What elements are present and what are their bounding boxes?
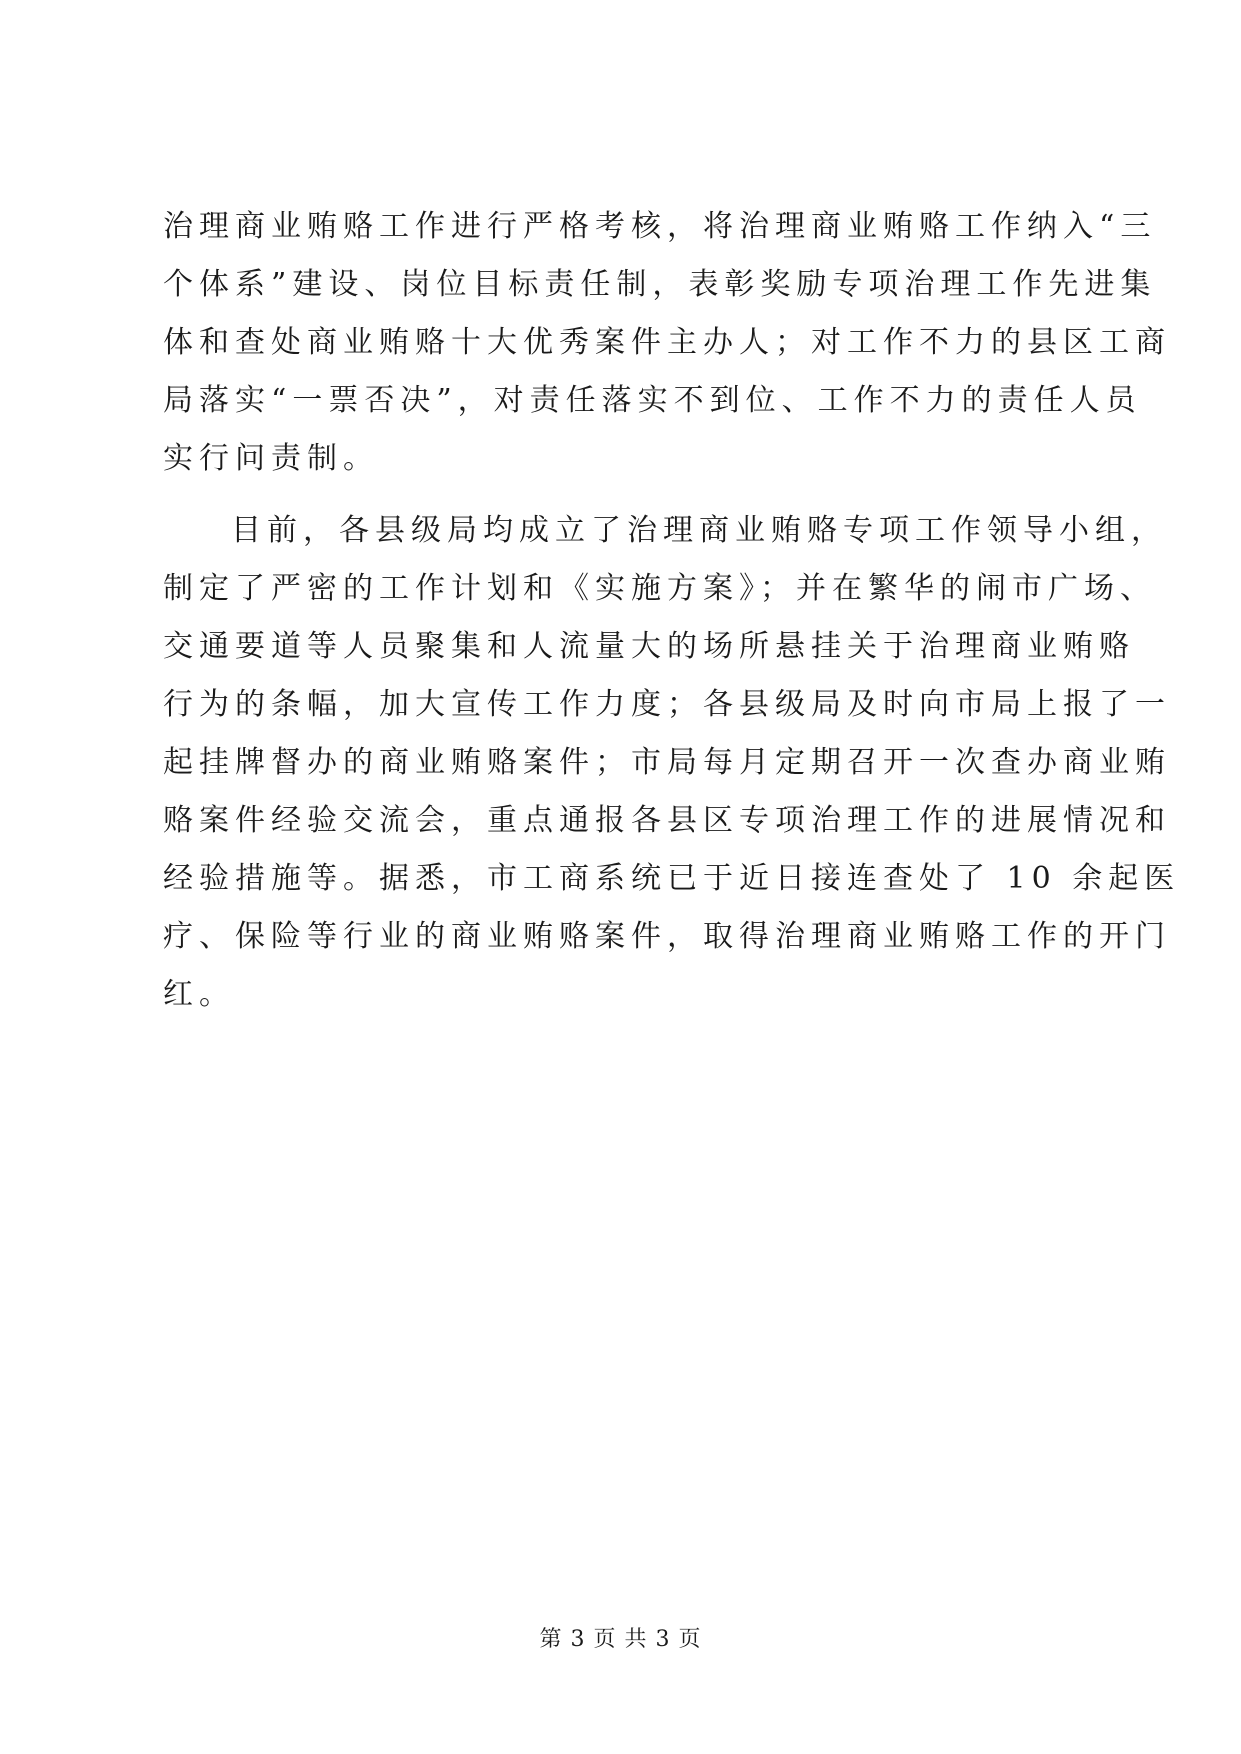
- text-line: 行为的条幅，加大宣传工作力度；各县级局及时向市局上报了一: [163, 687, 1171, 722]
- text-line: 赂案件经验交流会，重点通报各县区专项治理工作的进展情况和: [163, 803, 1171, 838]
- document-body: [163, 198, 1181, 1024]
- text-line: 个体系”建设、岗位目标责任制，表彰奖励专项治理工作先进集: [163, 267, 1157, 302]
- text-line: 疗、保险等行业的商业贿赂案件，取得治理商业贿赂工作的开门: [163, 919, 1171, 954]
- paragraph-2: [163, 502, 1181, 1024]
- page-number-footer: 第 3 页 共 3 页: [539, 1627, 702, 1652]
- text-line: 局落实“一票否决”，对责任落实不到位、工作不力的责任人员: [163, 383, 1142, 418]
- text-line: 制定了严密的工作计划和《实施方案》；并在繁华的闹市广场、: [163, 571, 1156, 606]
- text-line: 体和查处商业贿赂十大优秀案件主办人；对工作不力的县区工商: [163, 325, 1171, 360]
- paragraph-spacer: [163, 488, 1083, 502]
- text-line: 治理商业贿赂工作进行严格考核，将治理商业贿赂工作纳入“三: [163, 209, 1157, 244]
- paragraph-1: [163, 198, 1171, 488]
- text-line: 起挂牌督办的商业贿赂案件；市局每月定期召开一次查办商业贿: [163, 745, 1171, 780]
- text-line: 目前，各县级局均成立了治理商业贿赂专项工作领导小组，: [231, 513, 1167, 548]
- text-line: 经验措施等。据悉，市工商系统已于近日接连查处了 10 余起医: [163, 861, 1181, 896]
- text-line: 红。: [163, 977, 235, 1012]
- text-line: 交通要道等人员聚集和人流量大的场所悬挂关于治理商业贿赂: [163, 629, 1135, 664]
- text-line: 实行问责制。: [163, 441, 379, 476]
